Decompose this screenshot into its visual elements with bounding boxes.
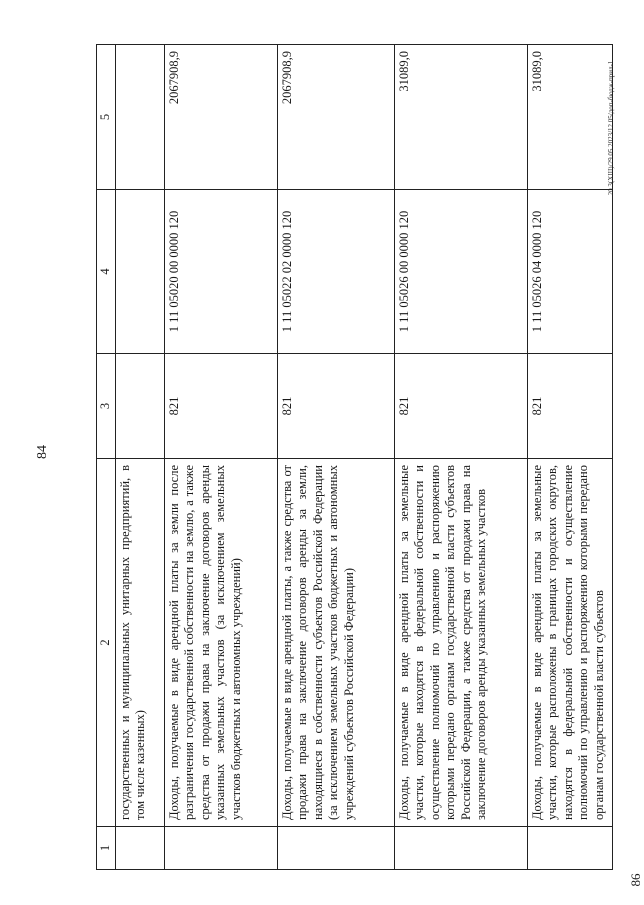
cell-description: Доходы, получаемые в виде арендной платы за земельные участки, которые находятся в федеральной собственности и осуществление полномочий по управлению и распоряжению которыми передано органам государственной власти субъектов Российской Федерации, а также средства от продажи права на заключение договоров аренды указанных земельных участков [394, 459, 527, 827]
cell-budget-code: 1 11 05026 04 0000 120 [527, 190, 612, 354]
cell-amount [115, 45, 164, 190]
rotated-table-frame [96, 45, 606, 870]
cell-admin-code: 821 [527, 354, 612, 459]
cell-budget-code: 1 11 05026 00 0000 120 [394, 190, 527, 354]
cell-admin-code [115, 354, 164, 459]
table-row [277, 45, 394, 870]
cell-budget-code: 1 11 05022 02 0000 120 [277, 190, 394, 354]
table-header-row [97, 45, 116, 870]
cell-admin-code: 821 [394, 354, 527, 459]
cell-admin-code: 821 [164, 354, 277, 459]
cell-budget-code [115, 190, 164, 354]
cell-empty [115, 827, 164, 870]
page-number: 86 [628, 873, 643, 887]
cell-empty [277, 827, 394, 870]
cell-amount: 31089,0 [527, 45, 612, 190]
cell-amount: 31089,0 [394, 45, 527, 190]
cell-empty [527, 827, 612, 870]
cell-description: Доходы, получаемые в виде арендной платы за земельные участки, которые расположены в границах городских округов, находятся в федеральной собственности и осуществление полномочий по управлению и распоряжению которыми передано органам государственной власти субъектов [527, 459, 612, 827]
cell-description: Доходы, получаемые в виде арендной платы, а также средства от продажи права на заключение договоров аренды за земли, находящиеся в собственности субъектов Российской Федерации (за исключением земельных участков бюджетных и автономных учреждений субъектов Российской Федерации) [277, 459, 394, 827]
header-col-4: 4 [97, 190, 116, 354]
header-col-3: 3 [97, 354, 116, 459]
page-header-number: 84 [35, 445, 50, 459]
header-col-1: 1 [97, 827, 116, 870]
cell-amount: 2067908,9 [164, 45, 277, 190]
cell-amount: 2067908,9 [277, 45, 394, 190]
table-row [394, 45, 527, 870]
cell-empty [394, 827, 527, 870]
cell-admin-code: 821 [277, 354, 394, 459]
header-col-5: 5 [97, 45, 116, 190]
table-row [164, 45, 277, 870]
cell-budget-code: 1 11 05020 00 0000 120 [164, 190, 277, 354]
table-row [527, 45, 612, 870]
document-stamp: 20.3(XIII)/29.05.2023/12.05/доп-бюдж-прил-1 [607, 60, 615, 196]
cell-description: Доходы, получаемые в виде арендной платы за земли после разграничения государственной собственности на землю, а также средства от продажи права на заключение договоров аренды указанных земельных участков (за исключением земельных участков бюджетных и автономных учреждений) [164, 459, 277, 827]
header-col-2: 2 [97, 459, 116, 827]
revenue-table [96, 44, 613, 870]
cell-empty [164, 827, 277, 870]
cell-description: государственных и муниципальных унитарных предприятий, в том числе казенных) [115, 459, 164, 827]
table-row [115, 45, 164, 870]
